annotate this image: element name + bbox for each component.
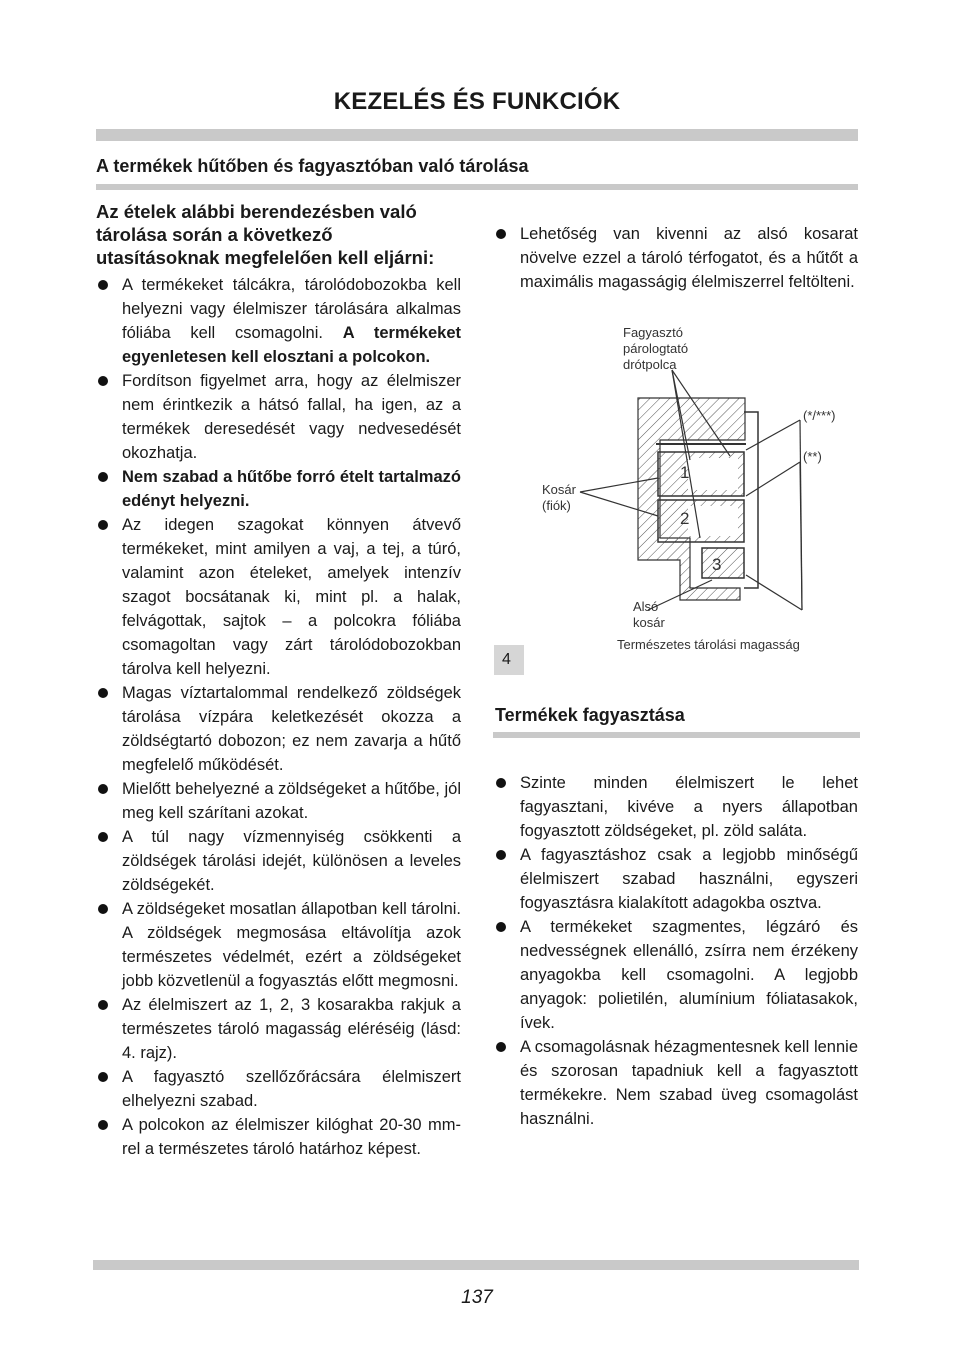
label-line: (fiók)	[542, 498, 571, 513]
list-item: A túl nagy vízmennyiség csökkenti a zöldségek tárolási idejét, különösen a leveles zöldségekét.	[96, 825, 461, 897]
page-number: 137	[461, 1287, 493, 1308]
list-item: A fagyasztáshoz csak a legjobb minőségű élelmiszert szabad használni, egyszeri fogyasztásra kialakított adagokba osztva.	[494, 843, 858, 915]
right-column-bottom	[494, 771, 858, 1131]
label-star3: (*/***)	[803, 408, 836, 423]
basket-number-1: 1	[680, 463, 690, 482]
list-item: Az idegen szagokat könnyen átvevő termékeket, mint amilyen a vaj, a tej, a túró, valamint azon ételeket, amelyek intenzív szagot bocsátanak ki, mint pl. a halak, felvágottak, sajtok – a polcokra fóliába csomagoltan vagy zárt tárolódobozokban tárolva kell helyezni.	[96, 513, 461, 681]
list-item: Nem szabad a hűtőbe forró ételt tartalmazó edényt helyezni.	[96, 465, 461, 513]
list-item: A termékeket szagmentes, légzáró és nedvességnek ellenálló, zsírra nem érzékeny anyagokba kell csomagolni. A legjobb anyagok: polietilén, alumínium fóliatasakok, ívek.	[494, 915, 858, 1035]
list-item: A csomagolásnak hézagmentesnek kell lennie és szorosan tapadniuk kell a fagyasztott termékekre. Nem szabad üveg csomagolást használni.	[494, 1035, 858, 1131]
label-basket	[542, 482, 576, 514]
storage-diagram	[530, 320, 860, 655]
label-natural-height: Természetes tárolási magasság	[617, 637, 800, 652]
storage-instructions-list	[96, 273, 461, 1161]
list-item	[96, 273, 461, 369]
label-lower-basket	[633, 599, 665, 631]
basket-number-2: 2	[680, 509, 690, 528]
basket-3	[702, 548, 744, 578]
bullet-text-bold: A termékeket egyenletesen kell elosztani a polcokon.	[122, 324, 461, 366]
list-item: Magas víztartalommal rendelkező zöldségek tárolása vízpára keletkezését okozza a zöldségtartó dobozon; ez nem zavarja a hűtő megfelelő működését.	[96, 681, 461, 777]
list-item: A zöldségeket mosatlan állapotban kell tárolni. A zöldségek megmosása eltávolítja azok természetes védelmét, ezért a zöldségeket jobb közvetlenül a fogyasztás előtt megmosni.	[96, 897, 461, 993]
section-title: A termékek hűtőben és fagyasztóban való tárolása	[96, 156, 529, 176]
label-line: drótpolca	[623, 357, 677, 372]
basket-number-3: 3	[712, 555, 722, 574]
label-star2: (**)	[803, 449, 822, 464]
freezing-list	[494, 771, 858, 1131]
list-item: A polcokon az élelmiszer kilóghat 20-30 mm-rel a természetes tároló határhoz képest.	[96, 1113, 461, 1161]
label-line: Alsó	[633, 599, 659, 614]
list-item: Lehetőség van kivenni az alsó kosarat növelve ezzel a tároló térfogatot, és a hűtőt a maximális magasságig élelmiszerrel feltölteni.	[494, 222, 858, 294]
label-line: párologtató	[623, 341, 689, 356]
list-item: Szinte minden élelmiszert le lehet fagyasztani, kivéve a nyers állapotban fogyasztott zöldségeket, pl. zöld saláta.	[494, 771, 858, 843]
intro-text: Az ételek alábbi berendezésben való tárolása során a következő utasításoknak megfelelően kell eljárni:	[96, 201, 435, 268]
left-column	[96, 200, 461, 1161]
label-line: kosár	[633, 615, 665, 630]
section-divider	[96, 184, 858, 190]
footer-divider	[93, 1260, 859, 1270]
page-title: KEZELÉS ÉS FUNKCIÓK	[333, 88, 621, 115]
label-line: Fagyasztó	[623, 325, 683, 340]
subsection-title: Termékek fagyasztása	[495, 705, 685, 725]
list-item: Mielőtt behelyezné a zöldségeket a hűtőbe, jól meg kell szárítani azokat.	[96, 777, 461, 825]
list-item: Az élelmiszert az 1, 2, 3 kosarakba rakjuk a természetes tároló magasság eléréséig (lásd: 4. rajz).	[96, 993, 461, 1065]
figure-number: 4	[494, 645, 524, 675]
door	[744, 412, 758, 588]
list-item: A fagyasztó szellőzőrácsára élelmiszert elhelyezni szabad.	[96, 1065, 461, 1113]
right-column-top	[494, 222, 858, 294]
label-line: Kosár	[542, 482, 576, 497]
bullet-text: A termékeket tálcákra, tárolódobozokba kell helyezni vagy élelmiszer tárolására alkalmas fóliába kell csomagolni.	[122, 276, 461, 342]
title-divider	[96, 129, 858, 141]
label-evaporator	[623, 325, 688, 373]
subsection-divider	[493, 732, 860, 738]
basket-note-list	[494, 222, 858, 294]
list-item: Fordítson figyelmet arra, hogy az élelmiszer nem érintkezik a hátsó fallal, ha igen, az a termékek deresedését vagy nedvesedését okozhatja.	[96, 369, 461, 465]
